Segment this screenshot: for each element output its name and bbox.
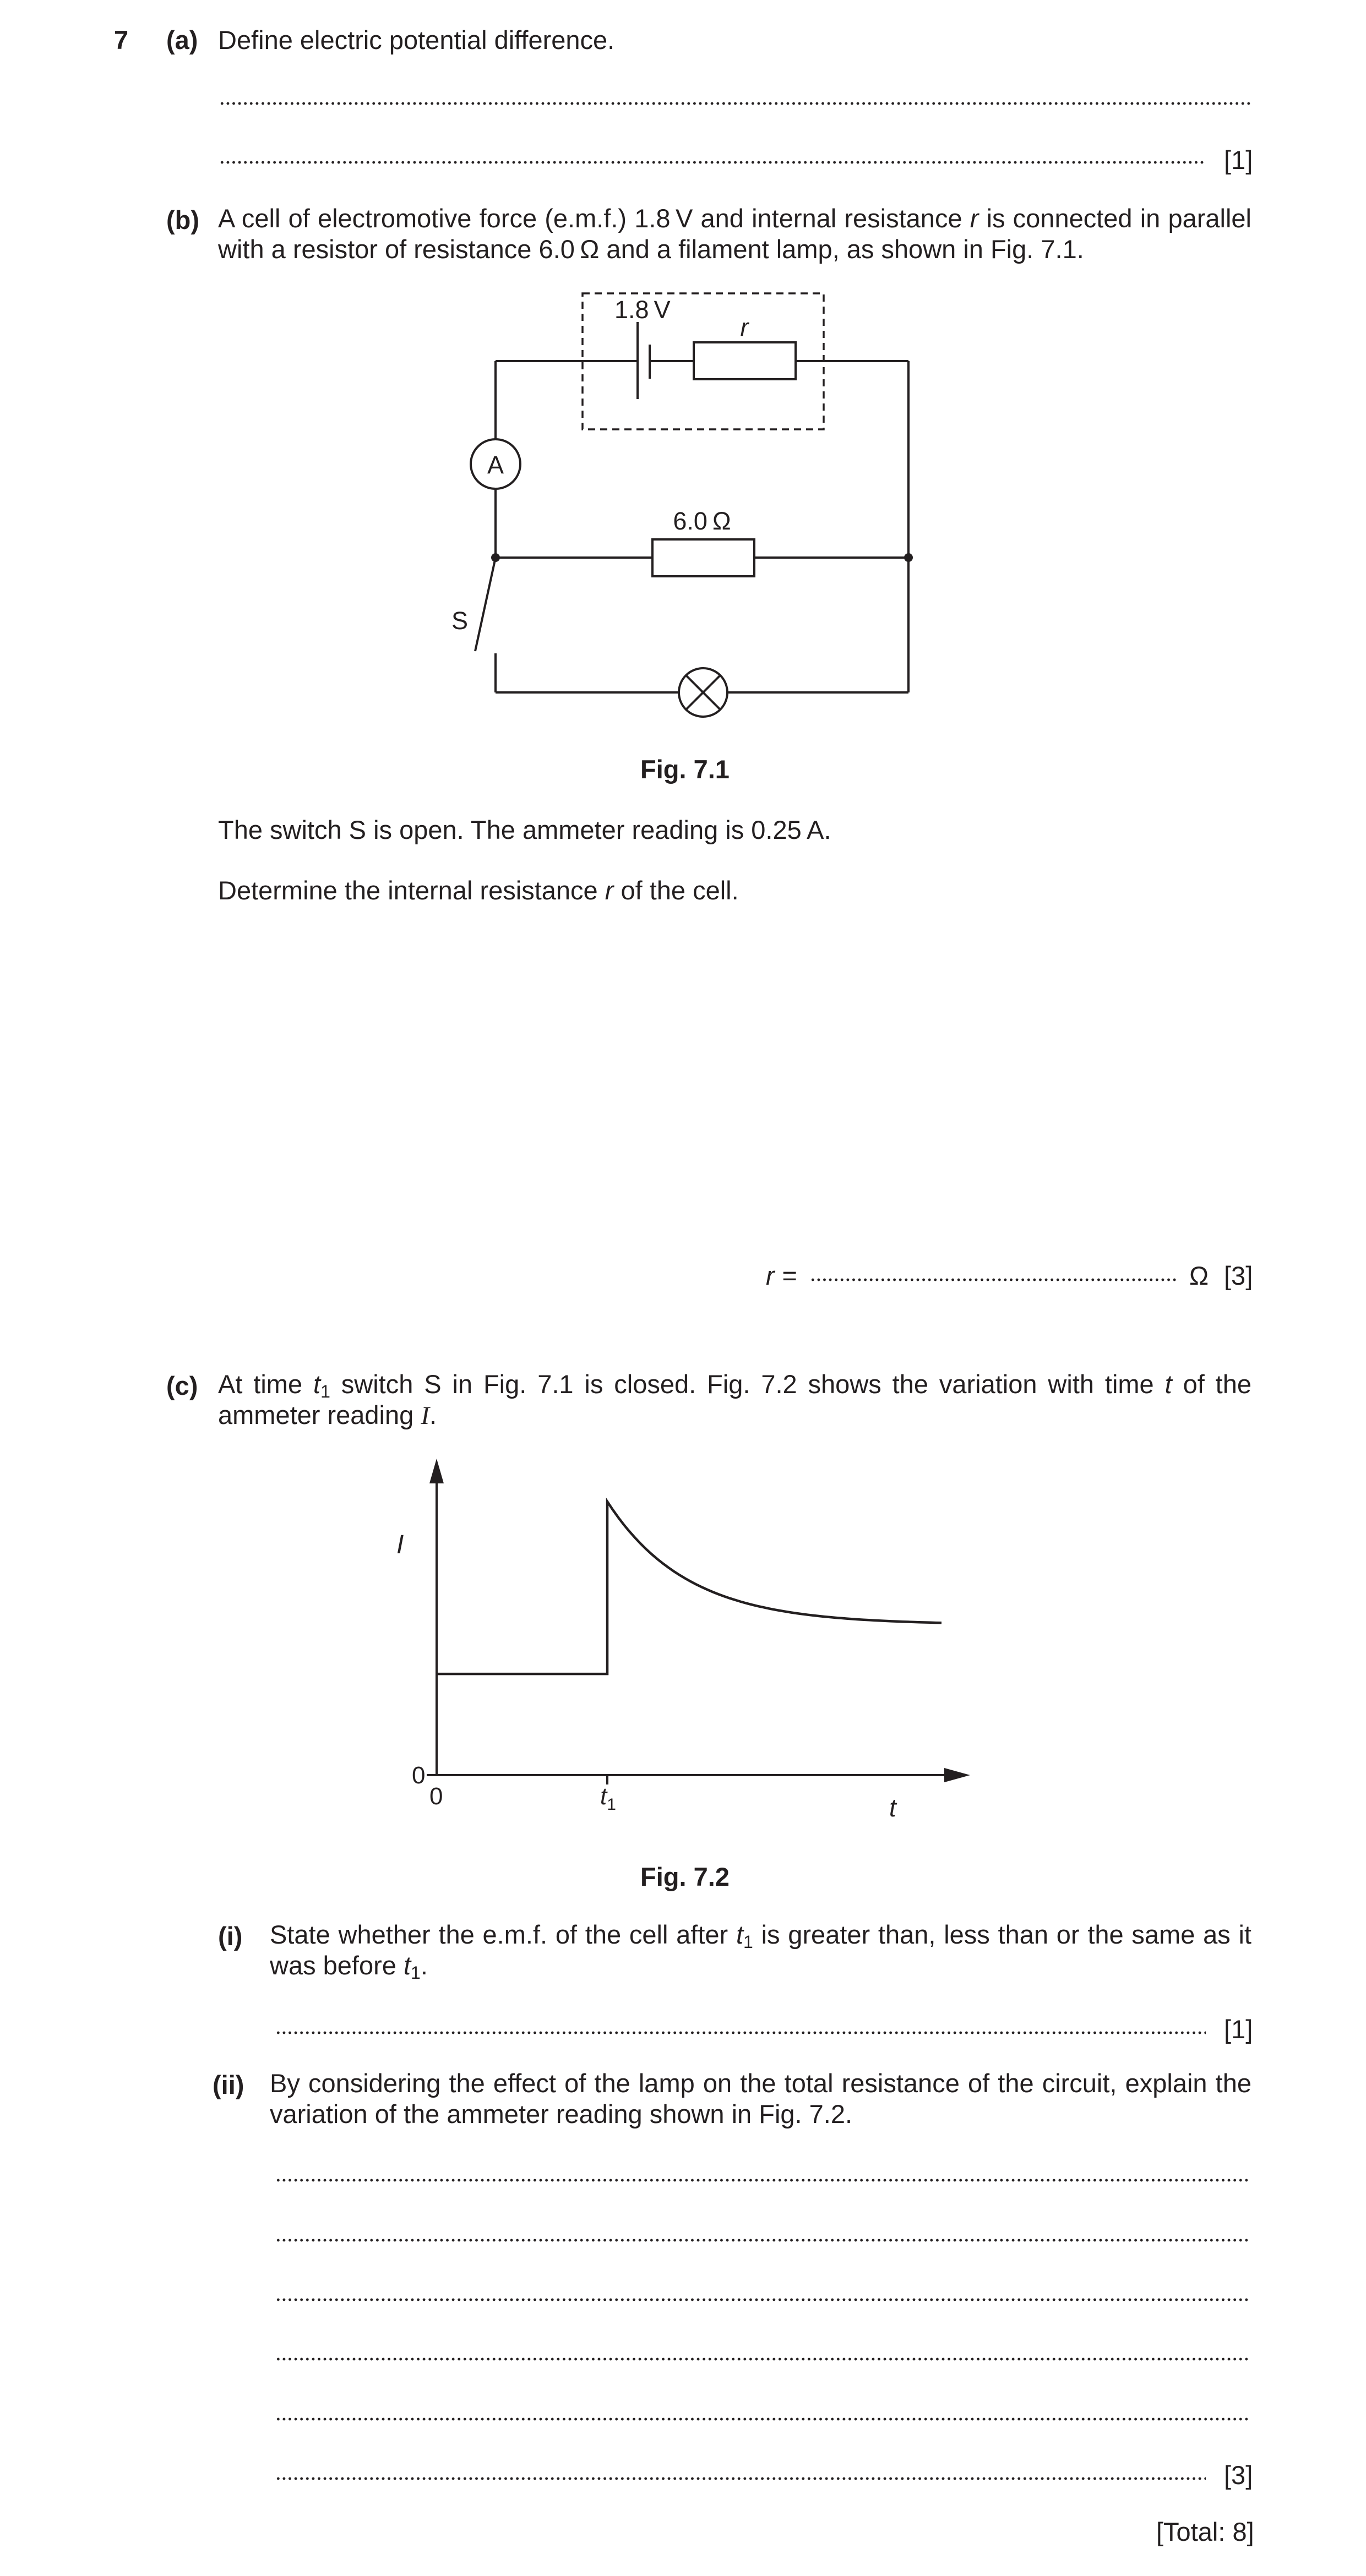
y-axis-label: I bbox=[396, 1530, 404, 1559]
sub-i-text: State whether the e.m.f. of the cell after $t_1$ is greater than, less than or the same as it was before $t_1$. bbox=[270, 1920, 1251, 1983]
answer-line-c-ii-3[interactable] bbox=[275, 2298, 1251, 2301]
answer-line-c-ii-6[interactable] bbox=[275, 2477, 1206, 2480]
origin-y-label: 0 bbox=[412, 1762, 426, 1789]
part-a-label: (a) bbox=[166, 25, 198, 54]
internal-resistance-label: r bbox=[740, 313, 749, 341]
fig-7-2-caption: Fig. 7.2 bbox=[640, 1862, 730, 1891]
x-axis-arrowhead bbox=[944, 1768, 970, 1782]
switch-label: S bbox=[451, 607, 469, 635]
sub-i-label: (i) bbox=[218, 1922, 243, 1951]
current-series-line bbox=[437, 1502, 941, 1674]
resistor-label: 6.0 Ω bbox=[673, 507, 731, 535]
part-b-marks: [3] bbox=[1224, 1261, 1253, 1290]
sub-i-marks: [1] bbox=[1224, 2015, 1253, 2044]
question-number: 7 bbox=[114, 25, 129, 54]
emf-label: 1.8 V bbox=[614, 296, 671, 324]
answer-line-c-ii-5[interactable] bbox=[275, 2417, 1251, 2421]
part-a-marks: [1] bbox=[1224, 145, 1253, 174]
part-b-intro: A cell of electromotive force (e.m.f.) 1.8 V and internal resistance r is connected in parallel with a resistor of resistance 6.0 Ω and a filament lamp, as shown in Fig. 7.1. bbox=[218, 204, 1251, 264]
part-b-statement: The switch S is open. The ammeter reading is 0.25 A. bbox=[218, 815, 831, 844]
answer-r-unit: Ω bbox=[1189, 1261, 1209, 1290]
answer-line-c-ii-1[interactable] bbox=[275, 2179, 1251, 2182]
answer-line-c-ii-2[interactable] bbox=[275, 2239, 1251, 2242]
sub-ii-marks: [3] bbox=[1224, 2460, 1253, 2490]
sub-ii-label: (ii) bbox=[213, 2070, 244, 2099]
part-b-task: Determine the internal resistance r of the cell. bbox=[218, 876, 739, 905]
answer-line-c-i[interactable] bbox=[275, 2031, 1206, 2034]
y-axis-arrowhead bbox=[429, 1459, 444, 1483]
x-axis-label: t bbox=[889, 1793, 896, 1822]
part-b-label: (b) bbox=[166, 205, 200, 234]
part-c-label: (c) bbox=[166, 1371, 198, 1400]
part-c-intro: At time $t_1$ switch S in Fig. 7.1 is closed. Fig. 7.2 shows the variation with time t of the ammeter reading I. bbox=[218, 1369, 1251, 1430]
answer-line-c-ii-4[interactable] bbox=[275, 2357, 1251, 2361]
sub-ii-text: By considering the effect of the lamp on the total resistance of the circuit, explain the variation of the ammeter reading shown in Fig. 7.2. bbox=[270, 2069, 1251, 2129]
ammeter-label: A bbox=[487, 451, 504, 479]
t1-tick-label: $t_1$ bbox=[600, 1783, 616, 1814]
answer-r-label: r = bbox=[766, 1261, 797, 1290]
total-marks: [Total: 8] bbox=[1156, 2517, 1254, 2546]
fig-7-1-caption: Fig. 7.1 bbox=[640, 755, 730, 784]
origin-x-label: 0 bbox=[429, 1783, 443, 1810]
part-a-prompt: Define electric potential difference. bbox=[218, 25, 615, 54]
